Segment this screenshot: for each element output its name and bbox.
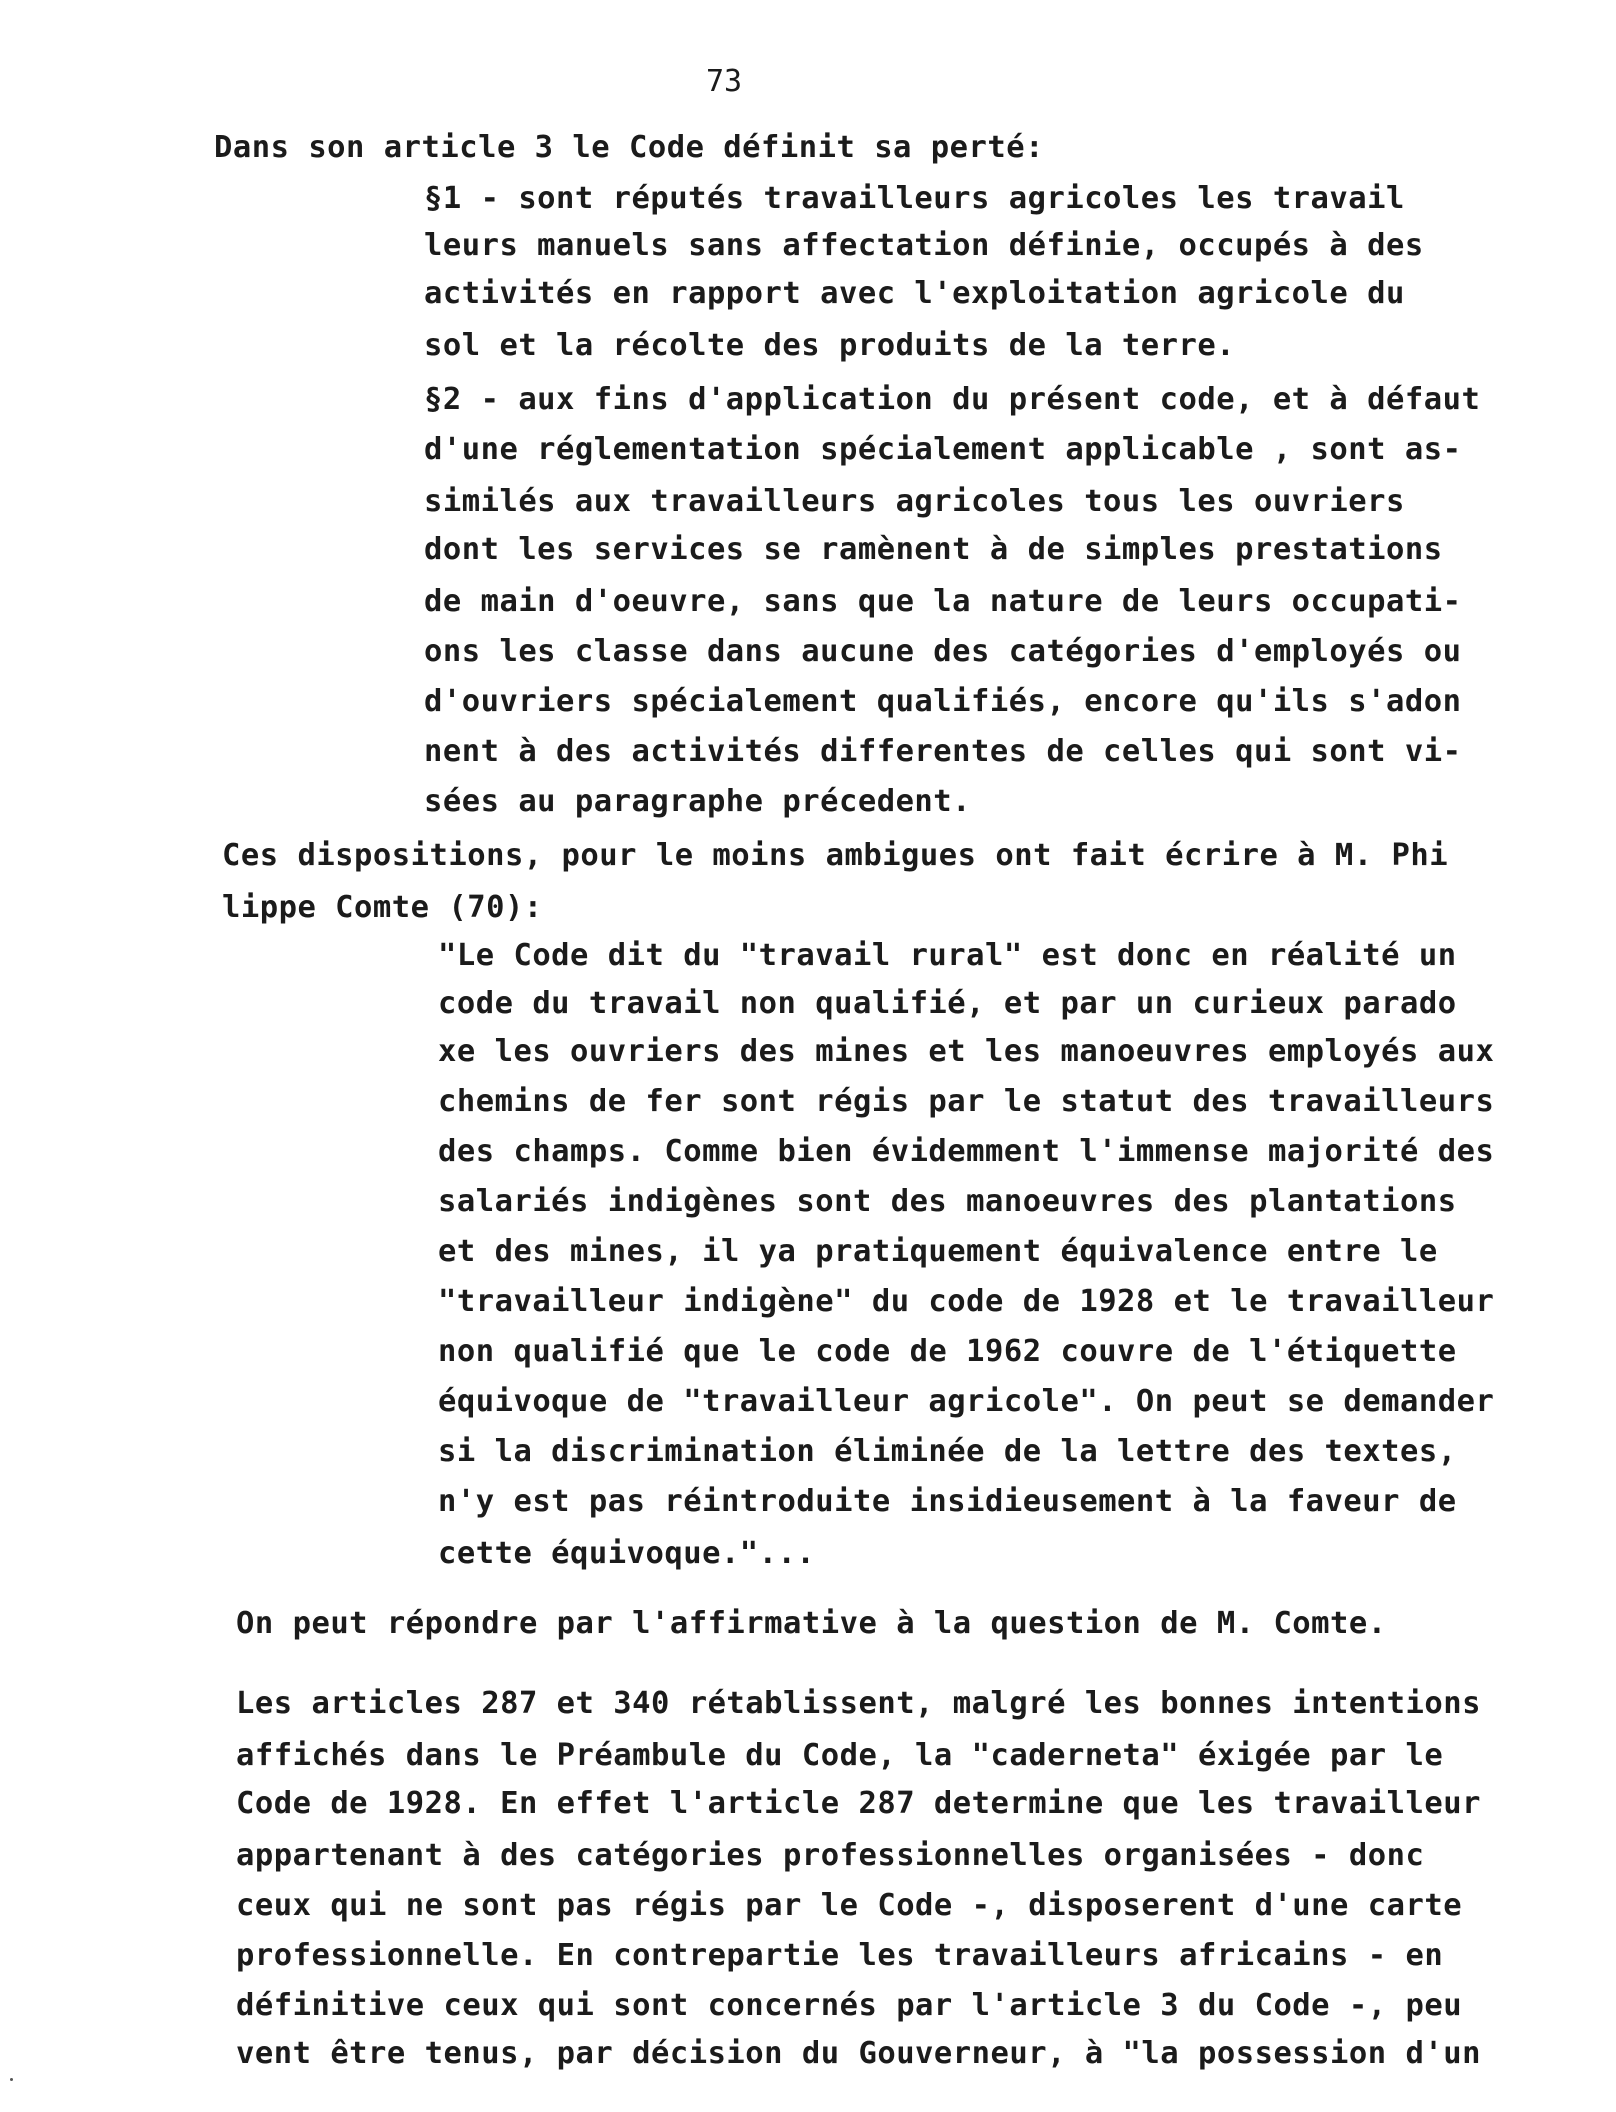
quote-line: xe les ouvriers des mines et les manoeuvres employés aux	[438, 1034, 1495, 1069]
answer-line: On peut répondre par l'affirmative à la question de M. Comte.	[236, 1606, 1387, 1641]
quote-line: équivoque de "travailleur agricole". On peut se demander	[438, 1384, 1495, 1419]
body-line: Code de 1928. En effet l'article 287 determine que les travailleur	[236, 1786, 1481, 1821]
paragraph-1-line: leurs manuels sans affectation définie, occupés à des	[424, 228, 1424, 263]
quote-line: "travailleur indigène" du code de 1928 et le travailleur	[438, 1284, 1495, 1319]
body-line: Ces dispositions, pour le moins ambigues ont fait écrire à M. Phi	[222, 838, 1449, 873]
paragraph-2-line: §2 - aux fins d'application du présent code, et à défaut	[424, 382, 1481, 417]
paragraph-1-line: activités en rapport avec l'exploitation agricole du	[424, 276, 1405, 311]
paragraph-2-line: dont les services se ramènent à de simples prestations	[424, 532, 1443, 567]
page-number: 73	[706, 64, 743, 99]
intro-line: Dans son article 3 le Code définit sa perté:	[214, 130, 1044, 165]
paragraph-2-line: de main d'oeuvre, sans que la nature de leurs occupati-	[424, 584, 1462, 619]
paragraph-1-line: sol et la récolte des produits de la terre.	[424, 328, 1236, 363]
body-line: lippe Comte (70):	[222, 890, 543, 925]
quote-line: n'y est pas réintroduite insidieusement à la faveur de	[438, 1484, 1457, 1519]
quote-line: et des mines, il ya pratiquement équivalence entre le	[438, 1234, 1438, 1269]
paragraph-2-line: nent à des activités differentes de celles qui sont vi-	[424, 734, 1462, 769]
body-line: définitive ceux qui sont concernés par l'article 3 du Code -, peu	[236, 1988, 1463, 2023]
body-line: Les articles 287 et 340 rétablissent, malgré les bonnes intentions	[236, 1686, 1481, 1721]
quote-line: des champs. Comme bien évidemment l'immense majorité des	[438, 1134, 1495, 1169]
body-line: appartenant à des catégories professionnelles organisées - donc	[236, 1838, 1425, 1873]
quote-line: si la discrimination éliminée de la lettre des textes,	[438, 1434, 1457, 1469]
body-line: professionnelle. En contrepartie les travailleurs africains - en	[236, 1938, 1444, 1973]
paragraph-2-line: sées au paragraphe précedent.	[424, 784, 972, 819]
body-line: affichés dans le Préambule du Code, la "caderneta" éxigée par le	[236, 1738, 1444, 1773]
scan-speck	[10, 2078, 13, 2081]
body-line: ceux qui ne sont pas régis par le Code -, disposerent d'une carte	[236, 1888, 1463, 1923]
quote-line: salariés indigènes sont des manoeuvres des plantations	[438, 1184, 1457, 1219]
paragraph-2-line: d'une réglementation spécialement applicable , sont as-	[424, 432, 1462, 467]
body-line: vent être tenus, par décision du Gouverneur, à "la possession d'un	[236, 2036, 1481, 2071]
quote-line: non qualifié que le code de 1962 couvre de l'étiquette	[438, 1334, 1457, 1369]
paragraph-1-line: §1 - sont réputés travailleurs agricoles les travail	[424, 181, 1405, 216]
quote-line: cette équivoque."...	[438, 1536, 816, 1571]
quote-line: "Le Code dit du "travail rural" est donc en réalité un	[438, 938, 1457, 973]
paragraph-2-line: similés aux travailleurs agricoles tous les ouvriers	[424, 484, 1405, 519]
quote-line: chemins de fer sont régis par le statut des travailleurs	[438, 1084, 1495, 1119]
paragraph-2-line: d'ouvriers spécialement qualifiés, encore qu'ils s'adon	[424, 684, 1462, 719]
quote-line: code du travail non qualifié, et par un curieux parado	[438, 986, 1457, 1021]
paragraph-2-line: ons les classe dans aucune des catégories d'employés ou	[424, 634, 1462, 669]
